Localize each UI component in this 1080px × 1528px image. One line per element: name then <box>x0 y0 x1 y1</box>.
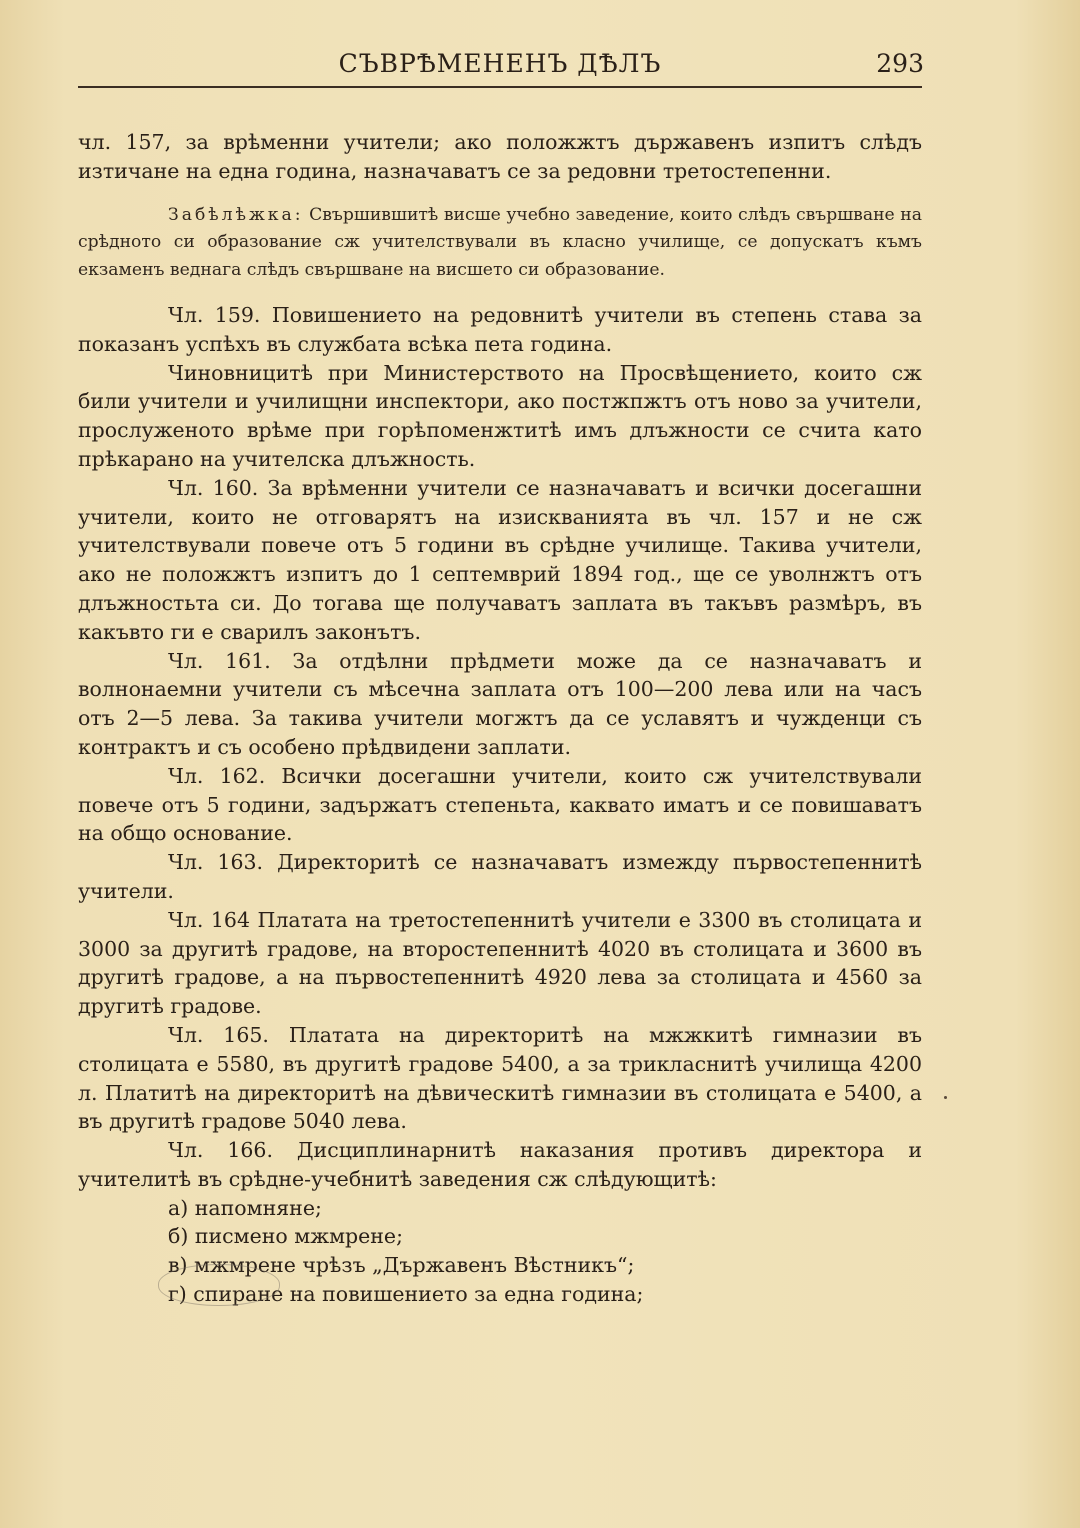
article-161: Чл. 161. За отдѣлни прѣдмети може да се назначаватъ и волнонаемни учители съ мѣсечна заплата отъ 100—200 лева или на часъ отъ 2—5 лева. За такива учители могжтъ да се уславятъ и чужденци съ контрактъ и съ особено прѣдвидени заплати. <box>78 648 922 759</box>
list-item: в) мжмрене чрѣзъ „Държавенъ Вѣстникъ“; <box>168 1253 635 1278</box>
article-159-second-paragraph: Чиновницитѣ при Министерството на Просвѣщението, които сж били учители и училищни инспектори, ако постжпжтъ отъ ново за учители, прослуженото врѣме при горѣпоменжтитѣ имъ длъжности се счита като прѣкарано на учителска длъжность. <box>78 360 922 471</box>
article-166: Чл. 166. Дисциплинарнитѣ наказания противъ директора и учителитѣ въ срѣдне-учебнитѣ заведения сж слѣдующитѣ: <box>78 1138 922 1191</box>
article-162: Чл. 162. Всички досегашни учители, които сж учителствували повече отъ 5 години, задържатъ степеньта, каквато иматъ и се повишаватъ на общо основание. <box>78 763 922 846</box>
penalties-list <box>78 1194 922 1309</box>
running-header <box>78 36 922 88</box>
note-label: Забѣлѣжка: <box>168 204 304 225</box>
page-body <box>78 128 922 1309</box>
list-item: г) спиране на повишението за една година; <box>168 1282 644 1307</box>
paragraph-157-continued: чл. 157, за врѣменни учители; ако положжтъ държавенъ изпитъ слѣдъ изтичане на една година, назначаватъ се за редовни третостепенни. <box>78 130 922 183</box>
article-165: Чл. 165. Платата на директоритѣ на мжжкитѣ гимназии въ столицата е 5580, въ другитѣ градове 5400, а за трикласнитѣ училища 4200 л. Платитѣ на директоритѣ на дѣвическитѣ гимназии въ столицата е 5400, а въ другитѣ градове 5040 лева. <box>78 1022 922 1134</box>
article-164: Чл. 164 Платата на третостепеннитѣ учители е 3300 въ столицата и 3000 за другитѣ градове, на второстепеннитѣ 4020 въ столицата и 3600 въ другитѣ градове, а на първостепеннитѣ 4920 лева за столицата и 4560 за другитѣ градове. <box>78 907 922 1019</box>
ink-speck <box>944 1096 947 1099</box>
note-text: Свършившитѣ висше учебно заведение, които слѣдъ свършване на срѣдното си образование сж учителствували въ класно училище, се допускатъ къмъ екзаменъ веднага слѣдъ свършване на висшето си образование. <box>78 204 922 281</box>
header-title: СЪВРѢМЕНЕНЪ ДѢЛЪ <box>338 49 662 78</box>
page-number: 293 <box>876 49 924 78</box>
list-item: б) писмено мжмрене; <box>168 1224 403 1249</box>
article-160: Чл. 160. За врѣменни учители се назначаватъ и всички досегашни учители, които не отговарятъ на изискванията въ чл. 157 и не сж учителствували повече отъ 5 години въ срѣдне училище. Такива учители, ако не положжтъ изпитъ до 1 септемврий 1894 год., ще се уволнжтъ отъ длъжностьта си. До тогава ще получаватъ заплата въ такъвъ размѣръ, въ какъвто ги е сварилъ законътъ. <box>78 475 922 644</box>
footnote-remark <box>78 202 922 285</box>
article-163: Чл. 163. Директоритѣ се назначаватъ измежду първостепеннитѣ учители. <box>78 850 922 903</box>
article-159: Чл. 159. Повишението на редовнитѣ учители въ степень става за показанъ успѣхъ въ службата всѣка пета година. <box>78 302 922 356</box>
list-item: а) напомняне; <box>168 1195 322 1220</box>
